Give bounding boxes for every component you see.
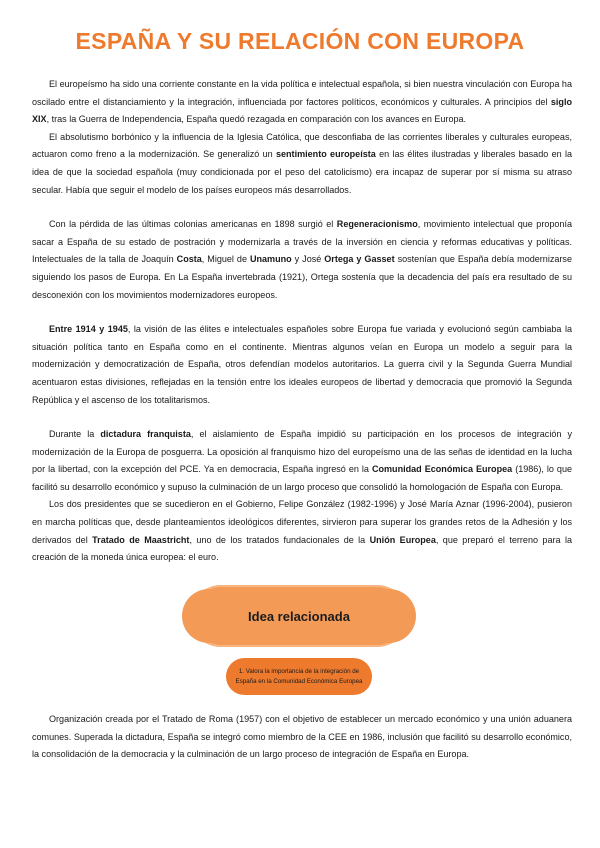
paragraph (32, 496, 572, 566)
bold-term: Entre 1914 y 1945 (49, 324, 128, 335)
main-text (32, 76, 572, 567)
text-run: El europeísmo ha sido una corriente constante en la vida política e intelectual española, si bien nuestra vinculación con Europa ha oscilado entre el distanciamiento y la integración, influenciada por factores políticos, económicos y culturales. A principios del (32, 79, 572, 107)
bold-term: siglo XIX (32, 96, 572, 125)
text-run: El absolutismo borbónico y la influencia de la Iglesia Católica, que desconfiaba de las corrientes liberales y culturales europeas, actuaron como freno a la modernización. Se generalizó un (32, 131, 572, 160)
text-run: Los dos presidentes que se sucedieron en el Gobierno, Felipe González (1982-1996) y José María Aznar (1996-2004), pusieron en marcha políticas que, desde planteamientos ideológicos diferentes, sirvieron para superar los grandes retos de la Adhesión y los derivados del (32, 499, 572, 545)
text-run: , tras la Guerra de Independencia, España quedó rezagada en comparación con los avances en Europa. (46, 114, 467, 125)
bold-term: Unión Europea (369, 534, 436, 545)
bold-term: dictadura franquista (100, 429, 191, 440)
text-run: , que preparó el terreno para la creación de la moneda única europea: el euro. (32, 534, 572, 563)
bold-term: Tratado de Maastricht (92, 534, 190, 545)
text-run: y José (291, 254, 325, 265)
bold-term: Ortega y Gasset (324, 254, 395, 265)
paragraph (32, 129, 572, 199)
bold-term: Unamuno (249, 254, 292, 265)
paragraph (32, 321, 572, 409)
text-run: en las élites ilustradas y liberales basado en la idea de que la sociedad española (muy condicionada por el peso del catolicismo) era incapaz de superar por sí misma su atraso secular. Había que seguir el modelo de los países europeos más desarrollados. (32, 149, 572, 195)
paragraph (32, 76, 572, 129)
paragraph (32, 426, 572, 496)
bold-term: sentimiento europeísta (275, 149, 376, 160)
bold-term: Costa (176, 254, 202, 265)
idea-relacionada-label: Idea relacionada (248, 608, 350, 624)
text-run: Durante la (49, 429, 101, 440)
text-run: , el aislamiento de España impidió su participación en los procesos de integración y modernización de la Europa de posguerra. La oposición al franquismo hizo del europeísmo una de las señas de identidad en la lucha por la libertad, con la excepción del PCE. Ya en democracia, España ingresó en la (32, 429, 572, 475)
bold-term: Comunidad Económica Europea (371, 464, 513, 475)
page-title: ESPAÑA Y SU RELACIÓN CON EUROPA (75, 28, 525, 54)
bold-term: Regeneracionismo (336, 219, 418, 230)
text-run: , la visión de las élites e intelectuales españoles sobre Europa fue variada y evolucionó según cambiaba la situación política tanto en España como en el continente. Mientras algunos veían en Europa un modelo a seguir para la modernización y democratización de España, otros defendían modelos autoritarios. La guerra civil y la Segunda Guerra Mundial acentuaron estas divisiones, reflejadas en la tensión entre los ideales europeos de libertad y democracia que promovió la Segunda República y el ascenso de los totalitarismos. (32, 324, 572, 405)
text-run: , movimiento intelectual que proponía sacar a España de su estado de postración y modernizarla a través de la inversión en ciencia y reformas educativas y políticas. Intelectuales de la talla de Joaquín (32, 219, 572, 265)
text-run: Con la pérdida de las últimas colonias americanas en 1898 surgió el (49, 219, 337, 230)
learning-objective-badge (226, 658, 372, 695)
definition-paragraph: Organización creada por el Tratado de Roma (1957) con el objetivo de establecer un mercado económico y una unión aduanera comunes. Superada la dictadura, España se integró como miembro de la CEE en 1986, inclusión que facilitó su desarrollo económico, la consolidación de la democracia y la culminación de un largo proceso de integración de España en Europa. (32, 714, 572, 760)
learning-objective-text: 1. Valora la importancia de la integración de España en la Comunidad Económica Europea (235, 667, 363, 685)
text-run: , uno de los tratados fundacionales de la (189, 534, 370, 545)
text-run: sostenían que España debía modernizarse siguiendo los pasos de Europa. En La España invertebrada (1921), Ortega sostenía que la decadencia del país era resultado de su desconexión con los movimientos modernizadores europeos. (32, 254, 572, 300)
text-run: , Miguel de (201, 254, 250, 265)
paragraph (32, 216, 572, 304)
idea-relacionada-badge (190, 585, 408, 647)
text-run: (1986), lo que facilitó su desarrollo económico y supuso la culminación de un largo proceso que consolidó la homologación de España con Europa. (32, 464, 573, 492)
